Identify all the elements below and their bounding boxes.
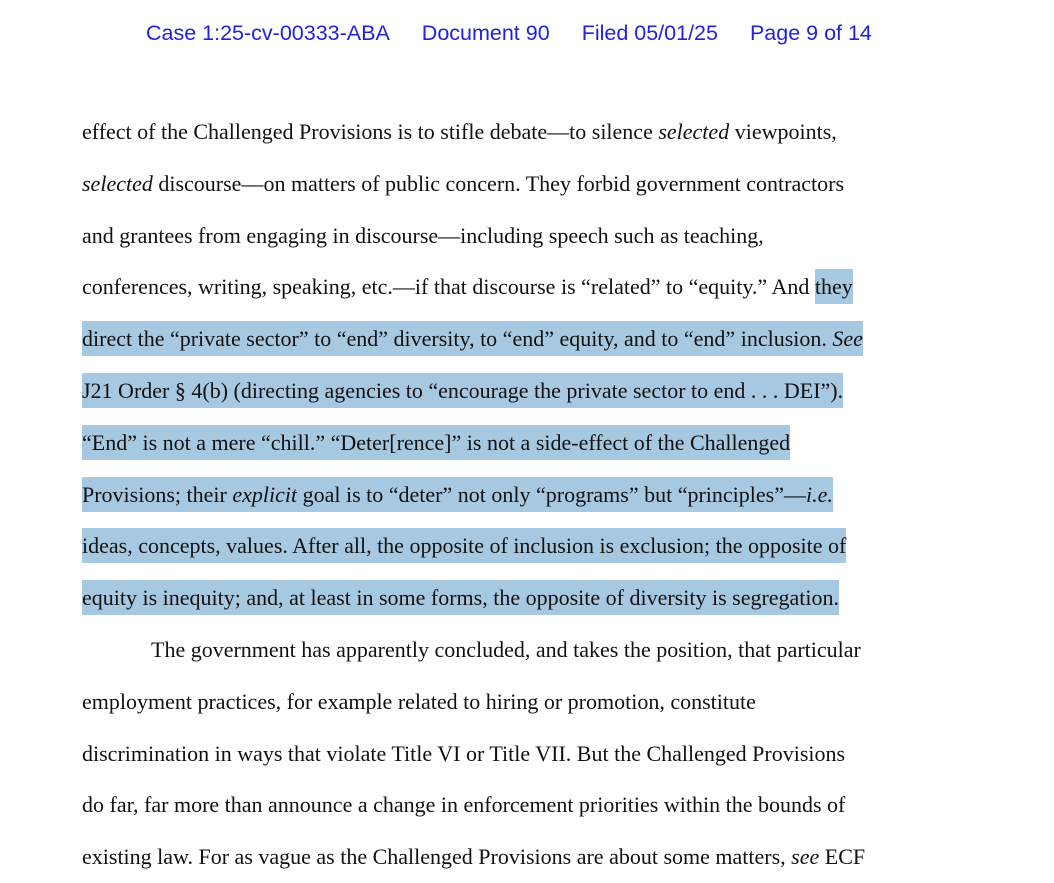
highlighted-text: ideas, concepts, values. After all, the opposite of inclusion is exclusion; the opposite of — [82, 528, 846, 563]
text-segment: conferences, writing, speaking, etc.—if that discourse is “related” to “equity.” And — [82, 274, 815, 300]
highlighted-text: equity is inequity; and, at least in some forms, the opposite of diversity is segregation. — [82, 580, 839, 615]
text-line — [82, 210, 982, 262]
text-segment: employment practices, for example related to hiring or promotion, constitute — [82, 688, 756, 714]
text-line — [82, 520, 982, 572]
case-number: Case 1:25-cv-00333-ABA — [146, 21, 390, 45]
highlighted-text: Provisions; their — [82, 477, 232, 512]
body-text — [82, 106, 982, 883]
case-header — [146, 19, 872, 47]
highlighted-text: they — [815, 269, 853, 304]
text-segment: selected — [82, 170, 153, 196]
text-segment: ECF — [819, 844, 866, 870]
document-number: Document 90 — [421, 21, 550, 45]
text-segment: and grantees from engaging in discourse—including speech such as teaching, — [82, 222, 764, 248]
text-line — [82, 728, 982, 780]
text-segment: see — [791, 844, 820, 870]
text-segment: discourse—on matters of public concern. They forbid government contractors — [152, 170, 845, 196]
highlighted-text: See — [832, 321, 863, 356]
page-number: Page 9 of 14 — [749, 21, 872, 45]
highlighted-text: direct the “private sector” to “end” diversity, to “end” equity, and to “end” inclusion. — [82, 321, 832, 356]
highlighted-text: J21 Order § 4(b) (directing agencies to “encourage the private sector to end . . . DEI”). — [82, 373, 843, 408]
text-line — [82, 417, 982, 469]
text-line — [82, 676, 982, 728]
text-segment: effect of the Challenged Provisions is to stifle debate—to silence — [82, 119, 659, 144]
text-line — [82, 158, 982, 210]
text-segment: selected — [658, 119, 730, 144]
filed-date: Filed 05/01/25 — [581, 21, 718, 45]
text-line — [82, 831, 982, 883]
text-line — [82, 106, 982, 158]
text-segment: viewpoints, — [729, 119, 837, 144]
highlighted-text: goal is to “deter” not only “programs” but “principles”— — [297, 477, 806, 512]
text-line — [82, 779, 982, 831]
highlighted-text: “End” is not a mere “chill.” “Deter[rence]” is not a side-effect of the Challenged — [82, 425, 790, 460]
text-line — [82, 624, 982, 676]
text-segment: The government has apparently concluded, and takes the position, that particular — [151, 636, 861, 662]
text-segment: do far, far more than announce a change in enforcement priorities within the bounds of — [82, 792, 846, 818]
text-line — [82, 261, 982, 313]
text-line — [82, 572, 982, 624]
text-line — [82, 365, 982, 417]
text-segment: discrimination in ways that violate Title VI or Title VII. But the Challenged Provisions — [82, 740, 846, 766]
highlighted-text: explicit — [232, 477, 297, 512]
text-line — [82, 313, 982, 365]
highlighted-text: i.e. — [806, 477, 833, 512]
text-segment: existing law. For as vague as the Challenged Provisions are about some matters, — [82, 844, 792, 870]
text-line — [82, 469, 982, 521]
